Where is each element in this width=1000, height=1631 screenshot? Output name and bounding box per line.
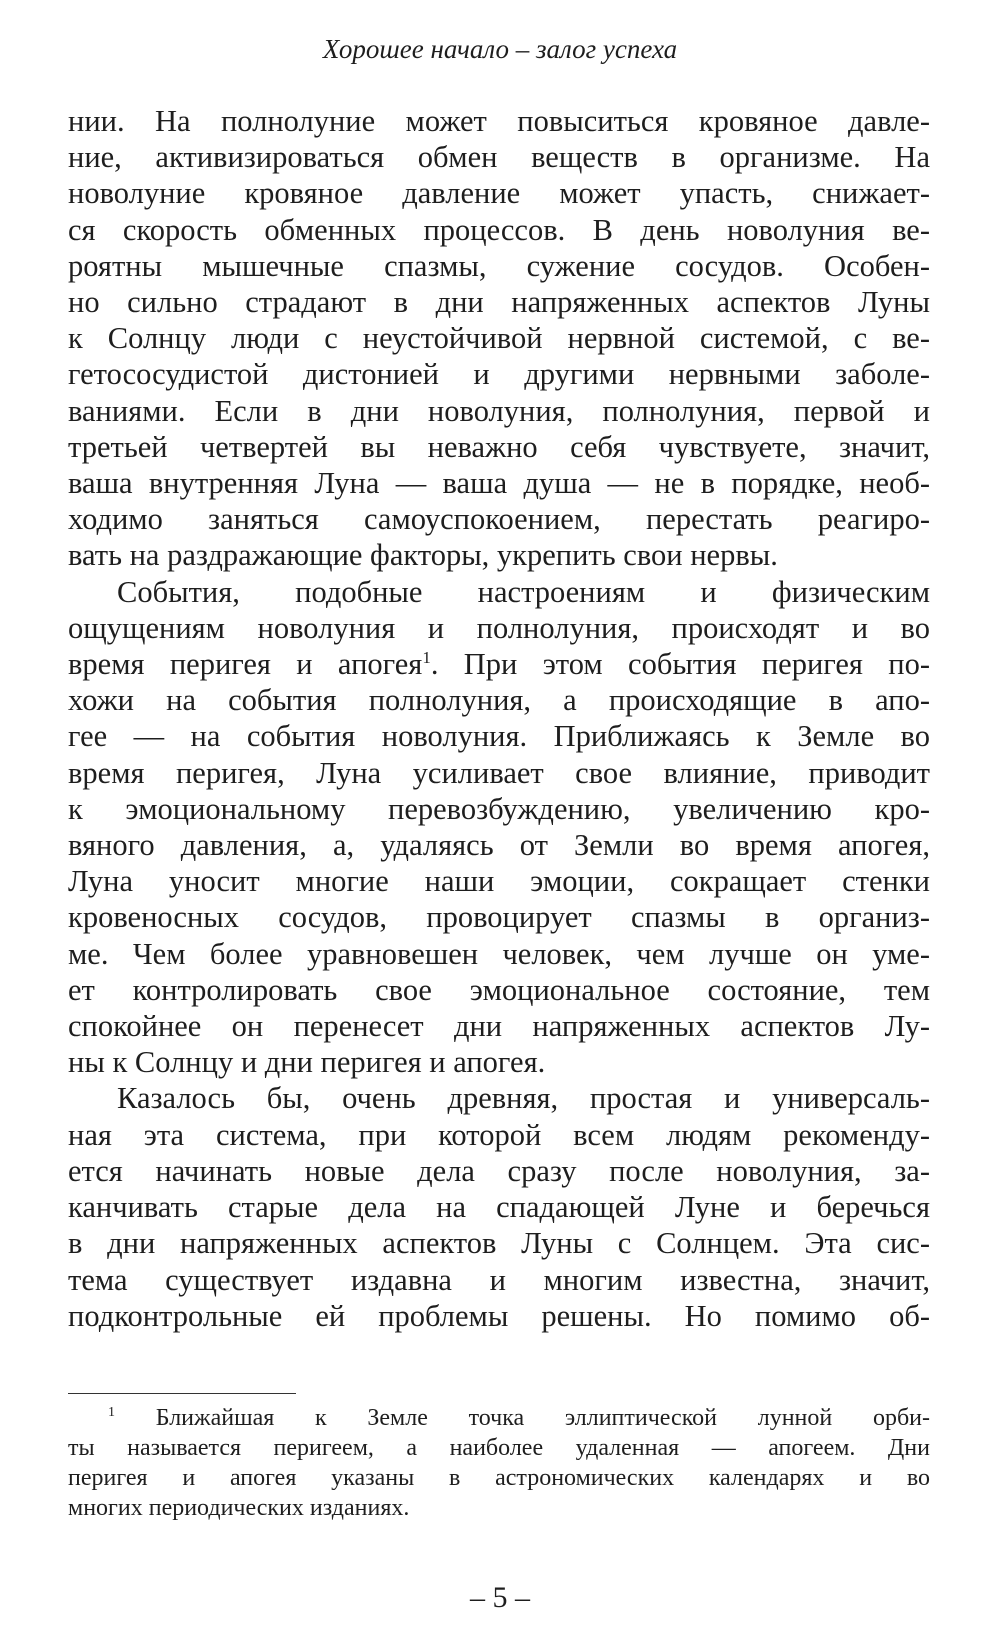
body-text	[68, 103, 930, 1334]
text-line: ны к Солнцу и дни перигея и апогея.	[68, 1045, 546, 1080]
page-number: – 5 –	[470, 1581, 530, 1614]
text-line	[68, 682, 930, 718]
text-line: ется начинать новые дела сразу после новолуния, за-	[68, 1153, 930, 1188]
text-line: роятны мышечные спазмы, сужение сосудов. Особен-	[68, 248, 930, 283]
text-line: канчивать старые дела на спадающей Луне и беречься	[68, 1190, 930, 1225]
text-fragment: хо	[68, 683, 97, 718]
text-fragment: жи на события полнолуния, а происходящие в апо-	[96, 683, 930, 718]
text-line-with-footnote-ref	[68, 646, 930, 682]
text-line: ощущениям новолуния и полнолуния, происходят и во	[68, 610, 930, 645]
text-line: ваша внутренняя Луна — ваша душа — не в порядке, необ-	[68, 466, 930, 501]
text-fragment: время перигея и апогея	[68, 647, 423, 682]
text-line: ваниями. Если в дни новолуния, полнолуния, первой и	[68, 393, 930, 428]
text-fragment: Ближайшая к Земле точка эллиптической лунной орби-	[155, 1405, 930, 1431]
text-line: ся скорость обменных процессов. В день новолуния ве-	[68, 212, 930, 247]
text-line: тема существует издавна и многим известна, значит,	[68, 1262, 930, 1297]
footnote-marker: 1	[108, 1405, 115, 1420]
text-line: вать на раздражающие факторы, укрепить свои нервы.	[68, 538, 778, 573]
text-line: ходимо заняться самоуспокоением, перестать реагиро-	[68, 502, 930, 537]
text-line: подконтрольные ей проблемы решены. Но помимо об-	[68, 1298, 930, 1333]
text-line: События, подобные настроениям и физическим	[117, 574, 930, 609]
text-line: время перигея, Луна усиливает свое влияние, приводит	[68, 755, 930, 790]
text-line: ет контролировать свое эмоциональное состояние, тем	[68, 972, 930, 1007]
footnote-line	[68, 1403, 930, 1433]
text-line: третьей четвертей вы неважно себя чувствуете, значит,	[68, 429, 930, 464]
text-line: спокойнее он перенесет дни напряженных аспектов Лу-	[68, 1009, 930, 1044]
text-line: но сильно страдают в дни напряженных аспектов Луны	[68, 285, 930, 320]
text-line: ме. Чем более уравновешен человек, чем лучше он уме-	[68, 936, 930, 971]
text-line: новолуние кровяное давление может упасть, снижает-	[68, 176, 930, 211]
footnote-line: многих периодических изданиях.	[68, 1495, 410, 1521]
text-line: кровеносных сосудов, провоцирует спазмы в организ-	[68, 900, 930, 935]
text-line: ная эта система, при которой всем людям рекоменду-	[68, 1117, 930, 1152]
footnote-line: ты называется перигеем, а наиболее удаленная — апогеем. Дни	[68, 1435, 930, 1461]
text-fragment: . При этом события перигея по-	[430, 647, 931, 682]
footnote-divider	[68, 1393, 296, 1394]
footnote-line: перигея и апогея указаны в астрономических календарях и во	[68, 1465, 930, 1491]
running-header: Хорошее начало – залог успеха	[322, 34, 678, 64]
footnote	[68, 1403, 930, 1523]
footnote-ref-marker: 1	[422, 647, 431, 667]
text-line: гее — на события новолуния. Приближаясь к Земле во	[68, 719, 930, 754]
text-line: к Солнцу люди с неустойчивой нервной системой, с ве-	[68, 321, 930, 356]
text-line: гетососудистой дистонией и другими нервными заболе-	[68, 357, 930, 392]
text-line: Луна уносит многие наши эмоции, сокращает стенки	[68, 864, 930, 899]
text-line: к эмоциональному перевозбуждению, увеличению кро-	[68, 791, 930, 826]
text-line: в дни напряженных аспектов Луны с Солнцем. Эта сис-	[68, 1226, 930, 1261]
text-line: вяного давления, а, удаляясь от Земли во время апогея,	[68, 828, 930, 863]
text-line: ние, активизироваться обмен веществ в организме. На	[68, 140, 930, 175]
text-line: нии. На полнолуние может повыситься кровяное давле-	[68, 104, 930, 138]
text-line: Казалось бы, очень древняя, простая и универсаль-	[117, 1081, 930, 1116]
